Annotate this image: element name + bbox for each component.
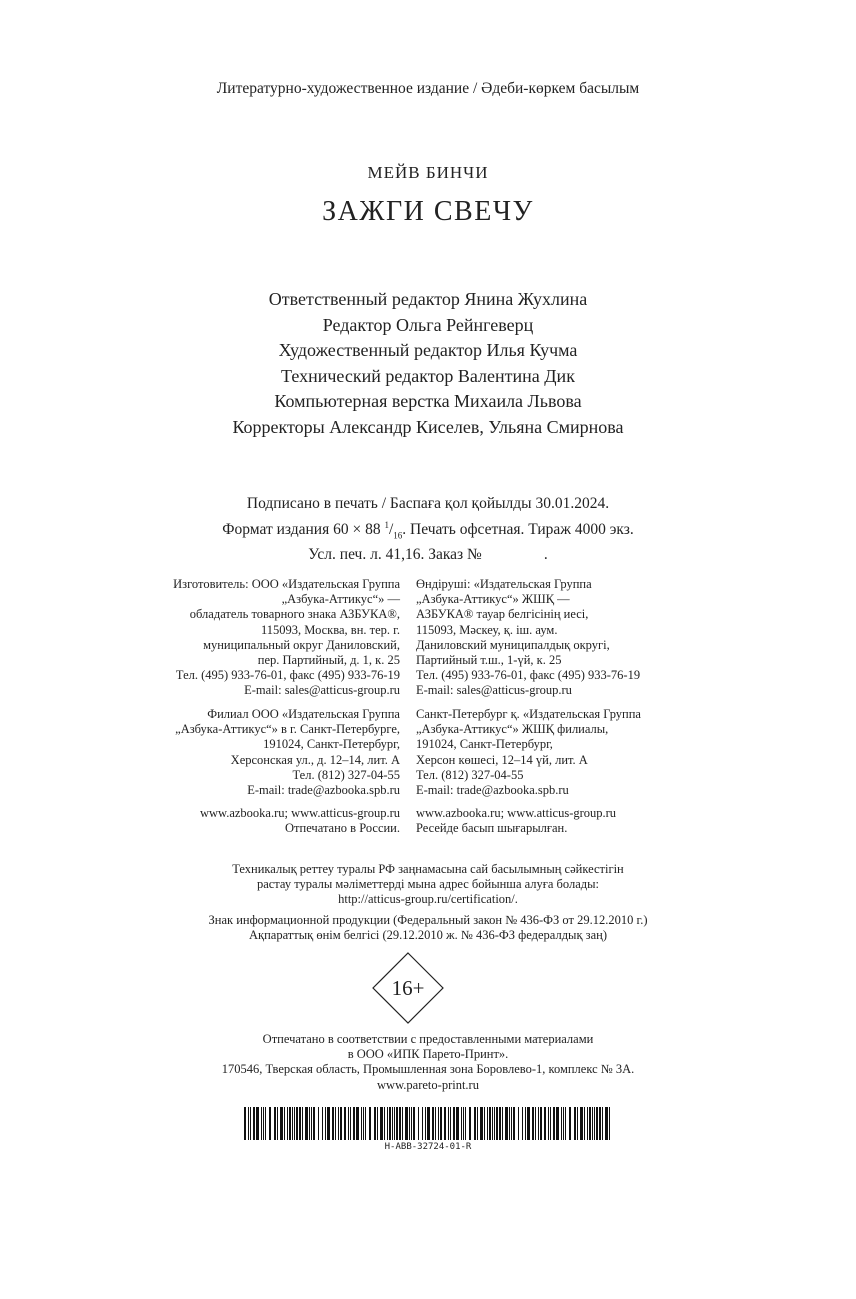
book-title: ЗАЖГИ СВЕЧУ xyxy=(322,196,534,227)
certification-block xyxy=(0,862,856,908)
text-line: „Азбука-Аттикус“» — xyxy=(281,592,400,607)
info-sign-block xyxy=(0,913,856,943)
text-line: растау туралы мәліметтерді мына адрес бойынша алуға болады: xyxy=(256,877,600,892)
credit-line: Редактор Ольга Рейнгеверц xyxy=(322,314,534,335)
email-text: E-mail: trade@azbooka.spb.ru xyxy=(247,783,400,798)
text-line: Херсон көшесі, 12–14 үй, лит. А xyxy=(416,752,588,767)
text-line: муниципальный округ Даниловский, xyxy=(203,637,400,652)
text-line: Даниловский муниципалдық округі, xyxy=(416,637,610,652)
text-line: Тел. (495) 933-76-01, факс (495) 933-76-19 xyxy=(416,668,641,683)
web-kz xyxy=(416,806,736,836)
credits-block xyxy=(0,287,856,440)
text-line: Изготовитель: ООО «Издательская Группа xyxy=(173,577,400,591)
text-line: Өндіруші: «Издательская Группа xyxy=(416,577,592,591)
branch-kz xyxy=(416,707,736,798)
credit-line: Корректоры Александр Киселев, Ульяна Смирнова xyxy=(232,416,624,437)
format-line: Формат издания 60 × 88 $^1/_{16}$. Печать офсетная. Тираж 4000 экз. xyxy=(222,519,634,540)
sheets-line: Усл. печ. л. 41,16. Заказ № . xyxy=(308,546,548,564)
text-line: Тел. (812) 327-04-55 xyxy=(416,767,524,782)
barcode-icon xyxy=(244,1107,612,1140)
text-line: 115093, Мәскеу, қ. іш. аум. xyxy=(416,622,558,637)
text-line: „Азбука-Аттикус“» ЖШҚ филиалы, xyxy=(416,722,609,737)
signed-line: Подписано в печать / Баспаға қол қойылды 30.01.2024. xyxy=(246,495,610,512)
text-line: „Азбука-Аттикус“» в г. Санкт-Петербурге, xyxy=(175,722,400,737)
credit-line: Художественный редактор Илья Кучма xyxy=(278,340,578,360)
text-line: Отпечатано в России. xyxy=(285,821,400,836)
text-line: 170546, Тверская область, Промышленная зона Боровлево-1, комплекс № 3А. xyxy=(221,1062,635,1077)
series-line: Литературно-художественное издание / Әдеби-көркем басылым xyxy=(216,80,640,97)
web-ru xyxy=(80,806,400,836)
email-text: E-mail: sales@atticus-group.ru xyxy=(244,683,400,698)
manufacturer-kz xyxy=(416,577,736,699)
text-line: обладатель товарного знака АЗБУКА®, xyxy=(189,607,400,622)
email-text: E-mail: trade@azbooka.spb.ru xyxy=(416,783,569,798)
website-text: www.pareto-print.ru xyxy=(377,1077,479,1092)
text-line: АЗБУКА® тауар белгісінің иесі, xyxy=(416,607,589,622)
email-text: E-mail: sales@atticus-group.ru xyxy=(416,683,572,698)
text-line: в ООО «ИПК Парето-Принт». xyxy=(347,1047,509,1062)
text-line: Тел. (812) 327-04-55 xyxy=(292,767,400,782)
manufacturer-ru xyxy=(80,577,400,699)
text-line: Отпечатано в соответствии с предоставленными материалами xyxy=(262,1032,594,1046)
text-line: Херсонская ул., д. 12–14, лит. А xyxy=(230,752,400,767)
text-line: Филиал ООО «Издательская Группа xyxy=(207,707,400,721)
credit-line: Компьютерная верстка Михаила Львова xyxy=(274,391,582,411)
text-line: Партийный т.ш., 1-үй, к. 25 xyxy=(416,653,562,668)
author-name: МЕЙВ БИНЧИ xyxy=(367,163,489,182)
branch-ru xyxy=(80,707,400,798)
text-line: Тел. (495) 933-76-01, факс (495) 933-76-19 xyxy=(175,668,400,683)
text-line: Техникалық реттеу туралы РФ заңнамасына сай басылымның сәйкестігін xyxy=(232,862,624,876)
barcode-label: H-ABB-32724-01-R xyxy=(384,1142,472,1152)
website-text: www.azbooka.ru; www.atticus-group.ru xyxy=(416,806,617,820)
website-text: www.azbooka.ru; www.atticus-group.ru xyxy=(199,806,400,820)
credit-line: Технический редактор Валентина Дик xyxy=(281,365,575,386)
text-line: 191024, Санкт-Петербург, xyxy=(416,737,553,752)
print-info xyxy=(0,494,856,566)
credit-line: Ответственный редактор Янина Жухлина xyxy=(268,289,588,309)
text-line: Санкт-Петербург қ. «Издательская Группа xyxy=(416,707,641,721)
text-line: пер. Партийный, д. 1, к. 25 xyxy=(257,653,400,668)
text-line: 115093, Москва, вн. тер. г. xyxy=(260,622,400,637)
printer-block xyxy=(0,1032,856,1093)
text-line: „Азбука-Аттикус“» ЖШҚ — xyxy=(416,592,570,607)
text-line: Ресейде басып шығарылған. xyxy=(416,821,568,836)
certification-url: http://atticus-group.ru/certification/. xyxy=(338,892,518,907)
text-line: Знак информационной продукции (Федеральный закон № 436-ФЗ от 29.12.2010 г.) xyxy=(208,913,648,927)
text-line: Ақпараттық өнім белгісі (29.12.2010 ж. № 436-ФЗ федералдық заң) xyxy=(249,928,607,943)
age-rating-badge xyxy=(372,952,444,1024)
text-line: 191024, Санкт-Петербург, xyxy=(263,737,400,752)
age-rating-text: 16+ xyxy=(391,976,425,1000)
